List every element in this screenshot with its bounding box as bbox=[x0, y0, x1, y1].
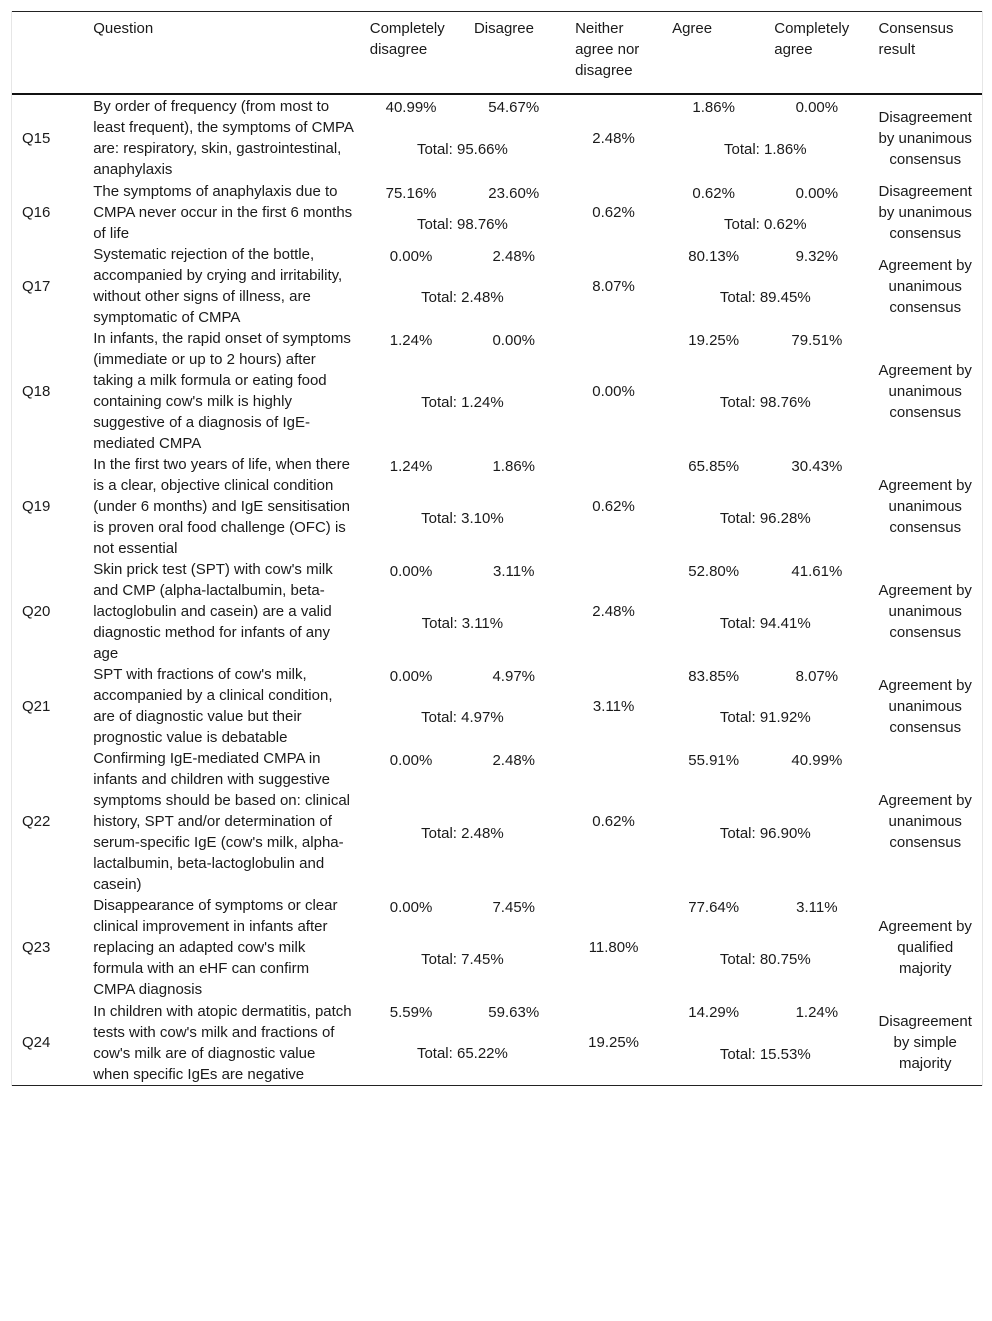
disagree-group bbox=[360, 181, 565, 244]
agree-value: 0.62% bbox=[692, 185, 735, 202]
disagree-value: 2.48% bbox=[492, 752, 536, 769]
table-row bbox=[12, 1000, 982, 1086]
table-header bbox=[12, 12, 982, 95]
completely-agree-value: 1.24% bbox=[795, 1004, 839, 1021]
completely-disagree-value: 75.16% bbox=[385, 185, 437, 202]
consensus-result: Agreement by unanimous consensus bbox=[878, 361, 972, 421]
agree-group bbox=[662, 94, 868, 181]
agree-value: 80.13% bbox=[688, 248, 740, 265]
agree-value: 55.91% bbox=[688, 752, 740, 769]
question-id: Q22 bbox=[22, 813, 51, 830]
completely-agree-value: 3.11% bbox=[796, 899, 838, 916]
completely-disagree-value: 0.00% bbox=[389, 563, 433, 580]
agree-value: 83.85% bbox=[688, 668, 740, 685]
disagree-group bbox=[360, 664, 565, 748]
question-text: Confirming IgE-mediated CMPA in infants and children with suggestive symptoms should be based on: clinical history, SPT and/or determination of serum-specific IgE (cow's milk, alpha-lactalbumin, beta-lactoglobulin and casein) bbox=[93, 750, 350, 893]
consensus-result: Agreement by unanimous consensus bbox=[878, 792, 972, 851]
disagree-group bbox=[360, 559, 565, 664]
agree-group bbox=[662, 454, 868, 559]
disagree-value: 59.63% bbox=[488, 1004, 540, 1021]
question-id: Q20 bbox=[22, 603, 51, 620]
disagree-group bbox=[360, 328, 565, 454]
completely-agree-value: 79.51% bbox=[791, 332, 843, 349]
disagree-value: 7.45% bbox=[492, 899, 536, 916]
completely-disagree-value: 5.59% bbox=[389, 1004, 433, 1021]
disagree-total: Total: 2.48% bbox=[421, 824, 504, 842]
disagree-total: Total: 7.45% bbox=[421, 950, 504, 968]
agree-total: Total: 15.53% bbox=[719, 1045, 811, 1063]
disagree-group bbox=[360, 94, 565, 181]
header-disagree: Disagree bbox=[464, 12, 565, 95]
agree-total: Total: 80.75% bbox=[719, 950, 811, 968]
header-completely-agree: Completely agree bbox=[764, 12, 868, 95]
agree-value: 52.80% bbox=[688, 563, 740, 580]
agree-total: Total: 89.45% bbox=[719, 289, 811, 306]
consensus-table bbox=[12, 11, 982, 1086]
agree-group bbox=[662, 664, 868, 748]
consensus-result: Agreement by unanimous consensus bbox=[878, 582, 972, 641]
disagree-value: 54.67% bbox=[488, 99, 540, 116]
disagree-total: Total: 3.11% bbox=[421, 614, 504, 632]
question-id: Q24 bbox=[22, 1034, 51, 1051]
completely-agree-value: 0.00% bbox=[795, 185, 839, 202]
question-text: Disappearance of symptoms or clear clinical improvement in infants after replacing an adapted cow's milk formula with an eHF can confirm CMPA diagnosis bbox=[93, 897, 338, 998]
agree-value: 65.85% bbox=[688, 458, 740, 475]
completely-disagree-value: 0.00% bbox=[389, 752, 433, 769]
question-text: The symptoms of anaphylaxis due to CMPA never occur in the first 6 months of life bbox=[93, 183, 353, 242]
question-id: Q21 bbox=[22, 697, 51, 715]
agree-group bbox=[662, 181, 868, 244]
consensus-table-container bbox=[11, 11, 983, 1086]
question-id: Q23 bbox=[22, 939, 51, 956]
question-text: In children with atopic dermatitis, patch tests with cow's milk and fractions of cow's milk are of diagnostic value when specific IgEs are negative bbox=[93, 1002, 352, 1083]
completely-disagree-value: 1.24% bbox=[389, 332, 433, 349]
table-row bbox=[12, 664, 982, 748]
neither-value: 2.48% bbox=[592, 129, 635, 147]
agree-value: 14.29% bbox=[688, 1004, 740, 1021]
table-row bbox=[12, 328, 982, 454]
consensus-result: Agreement by unanimous consensus bbox=[878, 676, 972, 736]
agree-group bbox=[662, 748, 868, 895]
disagree-total: Total: 3.10% bbox=[421, 509, 504, 527]
disagree-total: Total: 1.24% bbox=[421, 394, 504, 411]
agree-value: 77.64% bbox=[688, 899, 740, 916]
table-row bbox=[12, 94, 982, 181]
disagree-value: 0.00% bbox=[492, 332, 536, 349]
disagree-total: Total: 65.22% bbox=[416, 1045, 508, 1063]
question-id: Q16 bbox=[22, 204, 51, 221]
disagree-value: 1.86% bbox=[492, 458, 536, 475]
neither-value: 0.00% bbox=[592, 382, 635, 400]
disagree-group bbox=[360, 748, 565, 895]
question-id: Q15 bbox=[22, 129, 51, 147]
header-question: Question bbox=[83, 12, 360, 95]
completely-agree-value: 30.43% bbox=[791, 458, 843, 475]
neither-value: 19.25% bbox=[588, 1034, 640, 1051]
header-completely-disagree: Completely disagree bbox=[360, 12, 464, 95]
disagree-total: Total: 2.48% bbox=[421, 289, 504, 306]
completely-agree-value: 0.00% bbox=[795, 99, 839, 116]
consensus-result: Agreement by qualified majority bbox=[878, 918, 972, 977]
completely-disagree-value: 0.00% bbox=[389, 668, 433, 685]
completely-disagree-value: 0.00% bbox=[389, 899, 433, 916]
question-text: Skin prick test (SPT) with cow's milk and CMP (alpha-lactalbumin, beta-lactoglobulin and casein) are a valid diagnostic method for infants of any age bbox=[93, 561, 333, 662]
disagree-value: 23.60% bbox=[488, 185, 540, 202]
consensus-result: Disagreement by unanimous consensus bbox=[878, 108, 972, 168]
neither-value: 8.07% bbox=[592, 277, 635, 295]
question-text: SPT with fractions of cow's milk, accompanied by a clinical condition, are of diagnostic value but their prognostic value is debatable bbox=[93, 666, 333, 746]
neither-value: 11.80% bbox=[588, 939, 639, 956]
header-consensus: Consensus result bbox=[868, 12, 982, 95]
agree-total: Total: 96.90% bbox=[719, 824, 811, 842]
consensus-result: Disagreement by simple majority bbox=[878, 1013, 972, 1072]
completely-agree-value: 9.32% bbox=[795, 248, 839, 265]
table-row bbox=[12, 748, 982, 895]
header-agree: Agree bbox=[662, 12, 764, 95]
agree-group bbox=[662, 895, 868, 1000]
agree-group bbox=[662, 1000, 868, 1086]
question-text: In the first two years of life, when there is a clear, objective clinical condition (under 6 months) and IgE sensitisation is proven oral food challenge (OFC) is not essential bbox=[93, 456, 350, 557]
question-id: Q19 bbox=[22, 498, 51, 515]
agree-total: Total: 96.28% bbox=[719, 509, 811, 527]
completely-agree-value: 40.99% bbox=[791, 752, 843, 769]
neither-value: 0.62% bbox=[592, 813, 635, 830]
consensus-result: Disagreement by unanimous consensus bbox=[878, 183, 972, 242]
completely-disagree-value: 0.00% bbox=[389, 248, 433, 265]
question-id: Q17 bbox=[22, 277, 51, 295]
completely-agree-value: 41.61% bbox=[791, 563, 843, 580]
neither-value: 2.48% bbox=[592, 603, 635, 620]
header-id bbox=[12, 12, 83, 95]
disagree-value: 2.48% bbox=[492, 248, 536, 265]
disagree-group bbox=[360, 244, 565, 328]
table-row bbox=[12, 895, 982, 1000]
agree-total: Total: 0.62% bbox=[723, 215, 807, 233]
table-body bbox=[12, 94, 982, 1086]
disagree-value: 3.11% bbox=[493, 563, 535, 580]
agree-group bbox=[662, 328, 868, 454]
question-id: Q18 bbox=[22, 382, 51, 400]
agree-group bbox=[662, 559, 868, 664]
header-row bbox=[12, 12, 982, 95]
completely-disagree-value: 40.99% bbox=[385, 99, 437, 116]
disagree-group bbox=[360, 895, 565, 1000]
question-text: Systematic rejection of the bottle, accompanied by crying and irritability, without other signs of illness, are symptomatic of CMPA bbox=[93, 246, 343, 326]
disagree-total: Total: 95.66% bbox=[416, 140, 508, 158]
agree-total: Total: 91.92% bbox=[719, 709, 811, 726]
agree-total: Total: 1.86% bbox=[723, 141, 807, 158]
disagree-group bbox=[360, 454, 565, 559]
disagree-value: 4.97% bbox=[492, 668, 536, 685]
agree-total: Total: 94.41% bbox=[719, 614, 811, 632]
completely-agree-value: 8.07% bbox=[795, 668, 839, 685]
agree-group bbox=[662, 244, 868, 328]
neither-value: 0.62% bbox=[592, 204, 635, 221]
disagree-total: Total: 98.76% bbox=[416, 215, 508, 233]
agree-value: 1.86% bbox=[692, 99, 735, 116]
table-row bbox=[12, 559, 982, 664]
header-neither: Neither agree nor disagree bbox=[565, 12, 662, 95]
question-text: In infants, the rapid onset of symptoms (immediate or up to 2 hours) after taking a milk formula or eating food containing cow's milk is highly suggestive of a diagnosis of IgE-mediated CMPA bbox=[93, 330, 351, 452]
disagree-total: Total: 4.97% bbox=[421, 709, 504, 726]
consensus-result: Agreement by unanimous consensus bbox=[878, 256, 972, 316]
consensus-result: Agreement by unanimous consensus bbox=[878, 477, 972, 536]
table-row bbox=[12, 244, 982, 328]
neither-value: 3.11% bbox=[592, 697, 635, 715]
question-text: By order of frequency (from most to least frequent), the symptoms of CMPA are: respiratory, skin, gastrointestinal, anaphylaxis bbox=[93, 98, 354, 178]
neither-value: 0.62% bbox=[592, 498, 635, 515]
table-row bbox=[12, 181, 982, 244]
agree-value: 19.25% bbox=[688, 332, 740, 349]
disagree-group bbox=[360, 1000, 565, 1086]
agree-total: Total: 98.76% bbox=[719, 394, 811, 411]
completely-disagree-value: 1.24% bbox=[389, 458, 433, 475]
table-row bbox=[12, 454, 982, 559]
